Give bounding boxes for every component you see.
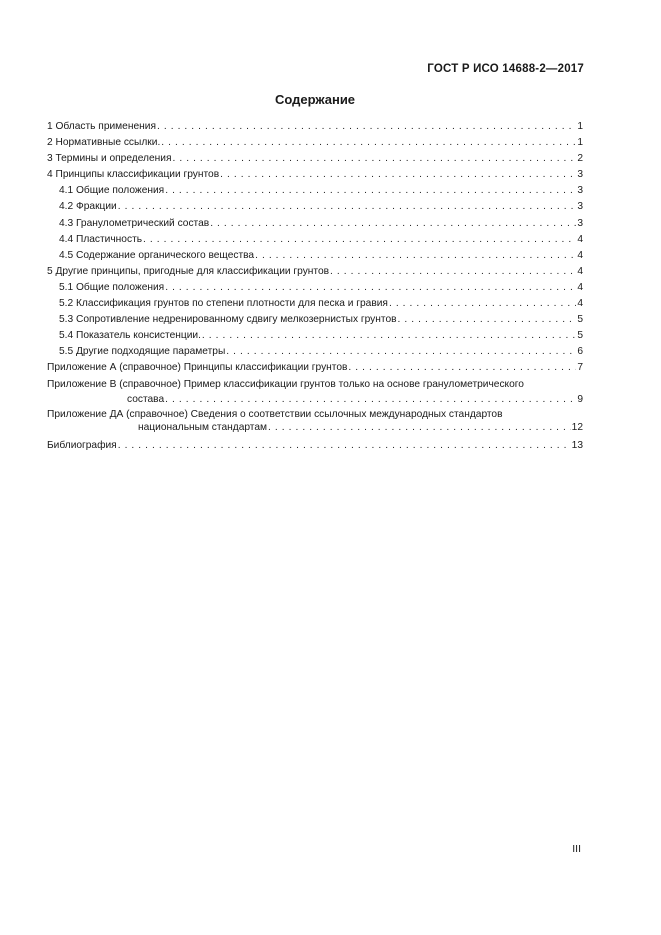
toc-entry[interactable] <box>47 119 583 135</box>
toc-entry-appendix-a[interactable] <box>47 360 583 376</box>
toc-entry-appendix-da[interactable] <box>47 408 583 435</box>
toc-subentry[interactable] <box>47 296 583 312</box>
toc-entry-label: 4 Принципы классификации грунтов <box>47 169 220 181</box>
toc-leader-dots <box>202 328 576 344</box>
toc-subentry[interactable] <box>47 312 583 328</box>
toc-leader-dots <box>143 232 576 248</box>
toc-entry-label-continued: состава <box>127 393 165 405</box>
toc-subentry[interactable] <box>47 183 583 199</box>
toc-subentry[interactable] <box>47 232 583 248</box>
toc-leader-dots <box>118 438 571 454</box>
toc-entry-label: 5.1 Общие положения <box>59 281 165 293</box>
toc-leader-dots <box>348 360 576 376</box>
toc-entry-page: 12 <box>571 421 583 433</box>
toc-entry-label: 2 Нормативные ссылки. <box>47 137 161 149</box>
toc-entry[interactable] <box>47 167 583 183</box>
toc-leader-dots <box>389 296 576 312</box>
toc-entry-label: Библиография <box>47 439 117 451</box>
toc-entry-label: Приложение А (справочное) Принципы классификации грунтов <box>47 362 348 374</box>
toc-entry[interactable] <box>47 151 583 167</box>
toc-subentry[interactable] <box>47 328 583 344</box>
document-header: ГОСТ Р ИСО 14688-2—2017 <box>427 63 584 75</box>
toc-entry-page: 7 <box>577 362 583 374</box>
page-number: III <box>572 843 581 855</box>
toc-entry-page: 3 <box>577 201 583 213</box>
toc-subentry[interactable] <box>47 344 583 360</box>
toc-entry-label: 1 Область применения <box>47 121 156 132</box>
toc-leader-dots <box>172 151 576 167</box>
toc-entry-label: 3 Термины и определения <box>47 153 172 165</box>
toc-entry-page: 4 <box>577 249 583 261</box>
toc-entry-label: 4.1 Общие положения <box>59 185 165 197</box>
toc-subentry[interactable] <box>47 248 583 264</box>
toc-entry[interactable] <box>47 135 583 151</box>
toc-entry-label: 4.5 Содержание органического вещества <box>59 249 255 261</box>
toc-entry[interactable] <box>47 264 583 280</box>
toc-leader-dots <box>210 216 576 232</box>
table-of-contents <box>47 119 583 454</box>
toc-entry-page: 4 <box>577 233 583 245</box>
toc-leader-dots <box>398 312 577 328</box>
toc-entry-page: 4 <box>577 298 583 310</box>
toc-entry-page: 5 <box>577 314 583 326</box>
toc-entry-label: 5 Другие принципы, пригодные для классификации грунтов <box>47 265 330 277</box>
toc-entry-page: 3 <box>577 169 583 181</box>
toc-leader-dots <box>165 280 576 296</box>
toc-entry-page: 9 <box>577 393 583 405</box>
toc-leader-dots <box>226 344 576 360</box>
toc-entry-label: 5.4 Показатель консистенции. <box>59 330 201 342</box>
toc-entry-page: 1 <box>577 137 583 149</box>
toc-title: Содержание <box>274 92 356 107</box>
toc-entry-page: 5 <box>577 330 583 342</box>
toc-leader-dots <box>268 421 571 435</box>
toc-entry-label: Приложение ДА (справочное) Сведения о соответствии ссылочных международных стандартов <box>47 408 503 420</box>
toc-leader-dots <box>255 248 576 264</box>
toc-leader-dots <box>165 183 576 199</box>
toc-entry-label: 5.5 Другие подходящие параметры <box>59 346 226 358</box>
toc-entry-page: 6 <box>577 346 583 358</box>
toc-entry-page: 3 <box>577 217 583 229</box>
toc-entry-label: Приложение В (справочное) Пример классификации грунтов только на основе гранулометрического <box>47 378 524 390</box>
toc-entry-label: 5.2 Классификация грунтов по степени плотности для песка и гравия <box>59 298 388 310</box>
toc-entry-label: 4.3 Гранулометрический состав <box>59 217 210 229</box>
toc-leader-dots <box>165 393 576 406</box>
toc-subentry[interactable] <box>47 280 583 296</box>
toc-entry-label: 4.4 Пластичность <box>59 233 143 245</box>
toc-entry-label: 5.3 Сопротивление недренированному сдвигу мелкозернистых грунтов <box>59 314 397 326</box>
toc-entry-appendix-b[interactable] <box>47 377 583 406</box>
toc-leader-dots <box>157 119 576 135</box>
toc-entry-page: 4 <box>577 281 583 293</box>
toc-subentry[interactable] <box>47 216 583 232</box>
toc-entry-page: 3 <box>577 185 583 197</box>
toc-leader-dots <box>118 199 577 215</box>
toc-leader-dots <box>220 167 576 183</box>
toc-leader-dots <box>161 135 576 151</box>
toc-subentry[interactable] <box>47 199 583 215</box>
toc-entry-page: 4 <box>577 265 583 277</box>
toc-entry-page: 1 <box>577 121 583 132</box>
toc-entry-label-continued: национальным стандартам <box>138 421 268 433</box>
toc-leader-dots <box>330 264 576 280</box>
toc-entry-label: 4.2 Фракции <box>59 201 117 213</box>
toc-entry-page: 2 <box>577 153 583 165</box>
toc-entry-page: 13 <box>571 439 583 451</box>
toc-entry-bibliography[interactable] <box>47 438 583 454</box>
